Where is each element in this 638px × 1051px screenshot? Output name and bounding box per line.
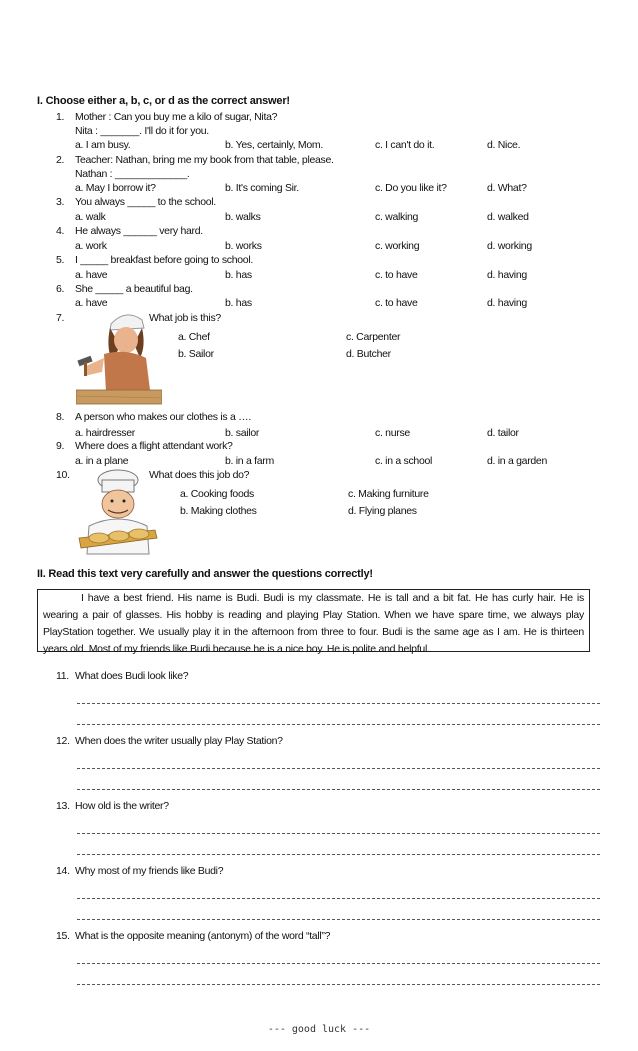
chef-illustration (75, 468, 161, 556)
option-a: a. May I borrow it? (75, 182, 156, 194)
option-c: c. Making furniture (348, 488, 429, 500)
question-number: 2. (56, 154, 65, 166)
option-a: a. Cooking foods (180, 488, 255, 500)
question-number: 10. (56, 469, 70, 481)
footer-text: --- good luck --- (267, 1024, 371, 1035)
question-line: You always _____ to the school. (75, 196, 216, 208)
answer-line[interactable] (77, 833, 600, 834)
reading-passage (37, 589, 590, 655)
option-d: d. in a garden (487, 455, 548, 467)
option-a: a. I am busy. (75, 139, 131, 151)
answer-line[interactable] (77, 703, 600, 704)
option-d: d. What? (487, 182, 527, 194)
option-a: a. Chef (178, 331, 210, 343)
question-text: When does the writer usually play Play Station? (75, 735, 283, 747)
option-c: c. walking (375, 211, 419, 223)
question-line: He always ______ very hard. (75, 225, 203, 237)
question-number: 5. (56, 254, 65, 266)
option-b: b. walks (225, 211, 261, 223)
question-number: 1. (56, 111, 65, 123)
option-d: d. having (487, 297, 527, 309)
question-line: I _____ breakfast before going to school. (75, 254, 253, 266)
option-b: b. works (225, 240, 262, 252)
answer-line[interactable] (77, 963, 600, 964)
question-number: 8. (56, 411, 65, 423)
question-line: What does this job do? (149, 469, 250, 481)
option-c: c. in a school (375, 455, 433, 467)
option-a: a. walk (75, 211, 106, 223)
option-d: d. working (487, 240, 532, 252)
section-1-heading: I. Choose either a, b, c, or d as the correct answer! (37, 95, 290, 107)
option-b: b. has (225, 297, 252, 309)
question-number: 3. (56, 196, 65, 208)
question-number: 13. (56, 800, 70, 812)
question-number: 9. (56, 440, 65, 452)
question-number: 6. (56, 283, 65, 295)
option-b: b. Sailor (178, 348, 214, 360)
option-c: c. I can't do it. (375, 139, 435, 151)
option-a: a. in a plane (75, 455, 129, 467)
question-number: 11. (56, 670, 69, 682)
question-line: Where does a flight attendant work? (75, 440, 233, 452)
option-c: c. Carpenter (346, 331, 401, 343)
question-number: 15. (56, 930, 70, 942)
answer-line[interactable] (77, 789, 600, 790)
question-line: Nita : _______. I'll do it for you. (75, 125, 209, 137)
option-c: c. to have (375, 297, 418, 309)
question-number: 7. (56, 312, 65, 324)
question-line: Mother : Can you buy me a kilo of sugar, Nita? (75, 111, 278, 123)
option-c: c. to have (375, 269, 418, 281)
question-text: What is the opposite meaning (antonym) of the word “tall”? (75, 930, 331, 942)
question-text: How old is the writer? (75, 800, 169, 812)
question-number: 4. (56, 225, 65, 237)
option-b: b. It's coming Sir. (225, 182, 299, 194)
question-number: 14. (56, 865, 70, 877)
option-b: b. Yes, certainly, Mom. (225, 139, 323, 151)
option-d: d. Nice. (487, 139, 521, 151)
option-c: c. working (375, 240, 420, 252)
question-line: Teacher: Nathan, bring me my book from that table, please. (75, 154, 334, 166)
question-line: A person who makes our clothes is a …. (75, 411, 251, 423)
option-d: d. Flying planes (348, 505, 417, 517)
option-d: d. tailor (487, 427, 519, 439)
question-text: Why most of my friends like Budi? (75, 865, 224, 877)
option-a: a. have (75, 297, 108, 309)
answer-line[interactable] (77, 919, 600, 920)
option-c: c. nurse (375, 427, 410, 439)
question-number: 12. (56, 735, 70, 747)
section-2-heading: II. Read this text very carefully and answer the questions correctly! (37, 568, 373, 580)
answer-line[interactable] (77, 768, 600, 769)
question-text: What does Budi look like? (75, 670, 189, 682)
passage-text: I have a best friend. His name is Budi. Budi is my classmate. He is tall and a bit fat. He has curly hair. He is wearing a pair of glasses. His hobby is reading and playing Play Station. When we have spare time, we always play PlayStation together. We usually play it in the afternoon from three to four. Budi is the same age as I am. He is thirteen years old. Most of my friends like Budi because he is a nice boy. He is polite and helpful. (43, 592, 584, 655)
option-d: d. walked (487, 211, 529, 223)
option-b: b. in a farm (225, 455, 274, 467)
answer-line[interactable] (77, 984, 600, 985)
option-d: d. having (487, 269, 527, 281)
option-a: a. work (75, 240, 107, 252)
option-a: a. have (75, 269, 108, 281)
answer-line[interactable] (77, 854, 600, 855)
answer-line[interactable] (77, 898, 600, 899)
question-line: Nathan : _____________. (75, 168, 190, 180)
question-line: What job is this? (149, 312, 221, 324)
option-d: d. Butcher (346, 348, 391, 360)
option-b: b. has (225, 269, 252, 281)
option-c: c. Do you like it? (375, 182, 447, 194)
question-line: She _____ a beautiful bag. (75, 283, 193, 295)
option-a: a. hairdresser (75, 427, 135, 439)
option-b: b. sailor (225, 427, 260, 439)
answer-line[interactable] (77, 724, 600, 725)
option-b: b. Making clothes (180, 505, 257, 517)
